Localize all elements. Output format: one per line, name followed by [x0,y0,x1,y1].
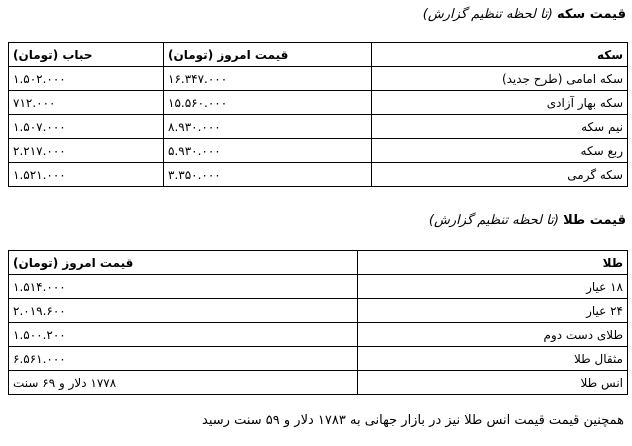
table-row [9,67,628,91]
gold-name-cell: ۱۸ عیار [358,275,628,299]
table-row [9,115,628,139]
table-row [9,299,628,323]
coin-price-cell: ۸.۹۳۰.۰۰۰ [164,115,372,139]
coin-name-cell: ربع سکه [372,139,628,163]
coin-price-cell: ۵.۹۳۰.۰۰۰ [164,139,372,163]
gold-price-cell: ۱.۵۰۰.۲۰۰ [9,323,358,347]
coin-name-cell: سکه امامی (طرح جدید) [372,67,628,91]
gold-caption-note: (تا لحظه تنظیم گزارش) [428,213,559,228]
table-row [9,163,628,187]
gold-price-table [8,250,628,395]
coin-header-name: سکه [372,43,628,67]
coin-bubble-cell: ۱.۵۲۱.۰۰۰ [9,163,164,187]
coin-name-cell: نیم سکه [372,115,628,139]
table-row [9,139,628,163]
coin-table-header-row [9,43,628,67]
coin-price-cell: ۱۵.۵۶۰.۰۰۰ [164,91,372,115]
gold-header-price: قیمت امروز (تومان) [9,251,358,275]
gold-name-cell: انس طلا [358,371,628,395]
gold-price-cell: ۱۷۷۸ دلار و ۶۹ سنت [9,371,358,395]
gold-name-cell: مثقال طلا [358,347,628,371]
coin-price-cell: ۱۶.۳۴۷.۰۰۰ [164,67,372,91]
gold-section-caption [429,212,626,230]
footer-note: همچنین قیمت قیمت انس طلا نیز در بازار جهانی به ۱۷۸۳ دلار و ۵۹ سنت رسید [202,413,624,428]
table-row [9,275,628,299]
coin-name-cell: سکه بهار آزادی [372,91,628,115]
gold-name-cell: طلای دست دوم [358,323,628,347]
gold-header-name: طلا [358,251,628,275]
table-row [9,91,628,115]
gold-table-header-row [9,251,628,275]
coin-caption-note: (تا لحظه تنظیم گزارش) [422,7,553,22]
coin-name-cell: سکه گرمی [372,163,628,187]
coin-header-price: قیمت امروز (تومان) [164,43,372,67]
coin-price-cell: ۳.۳۵۰.۰۰۰ [164,163,372,187]
gold-price-cell: ۱.۵۱۴.۰۰۰ [9,275,358,299]
coin-caption-title: قیمت سکه [556,7,626,22]
table-row [9,347,628,371]
table-row [9,371,628,395]
coin-bubble-cell: ۷۱۲.۰۰۰ [9,91,164,115]
coin-price-table [8,42,628,187]
coin-section-caption [423,6,626,24]
gold-price-cell: ۶.۵۶۱.۰۰۰ [9,347,358,371]
table-row [9,323,628,347]
gold-name-cell: ۲۴ عیار [358,299,628,323]
gold-caption-title: قیمت طلا [563,213,626,228]
coin-header-bubble: حباب (تومان) [9,43,164,67]
gold-price-cell: ۲.۰۱۹.۶۰۰ [9,299,358,323]
coin-bubble-cell: ۱.۵۰۷.۰۰۰ [9,115,164,139]
coin-bubble-cell: ۱.۵۰۲.۰۰۰ [9,67,164,91]
coin-bubble-cell: ۲.۲۱۷.۰۰۰ [9,139,164,163]
